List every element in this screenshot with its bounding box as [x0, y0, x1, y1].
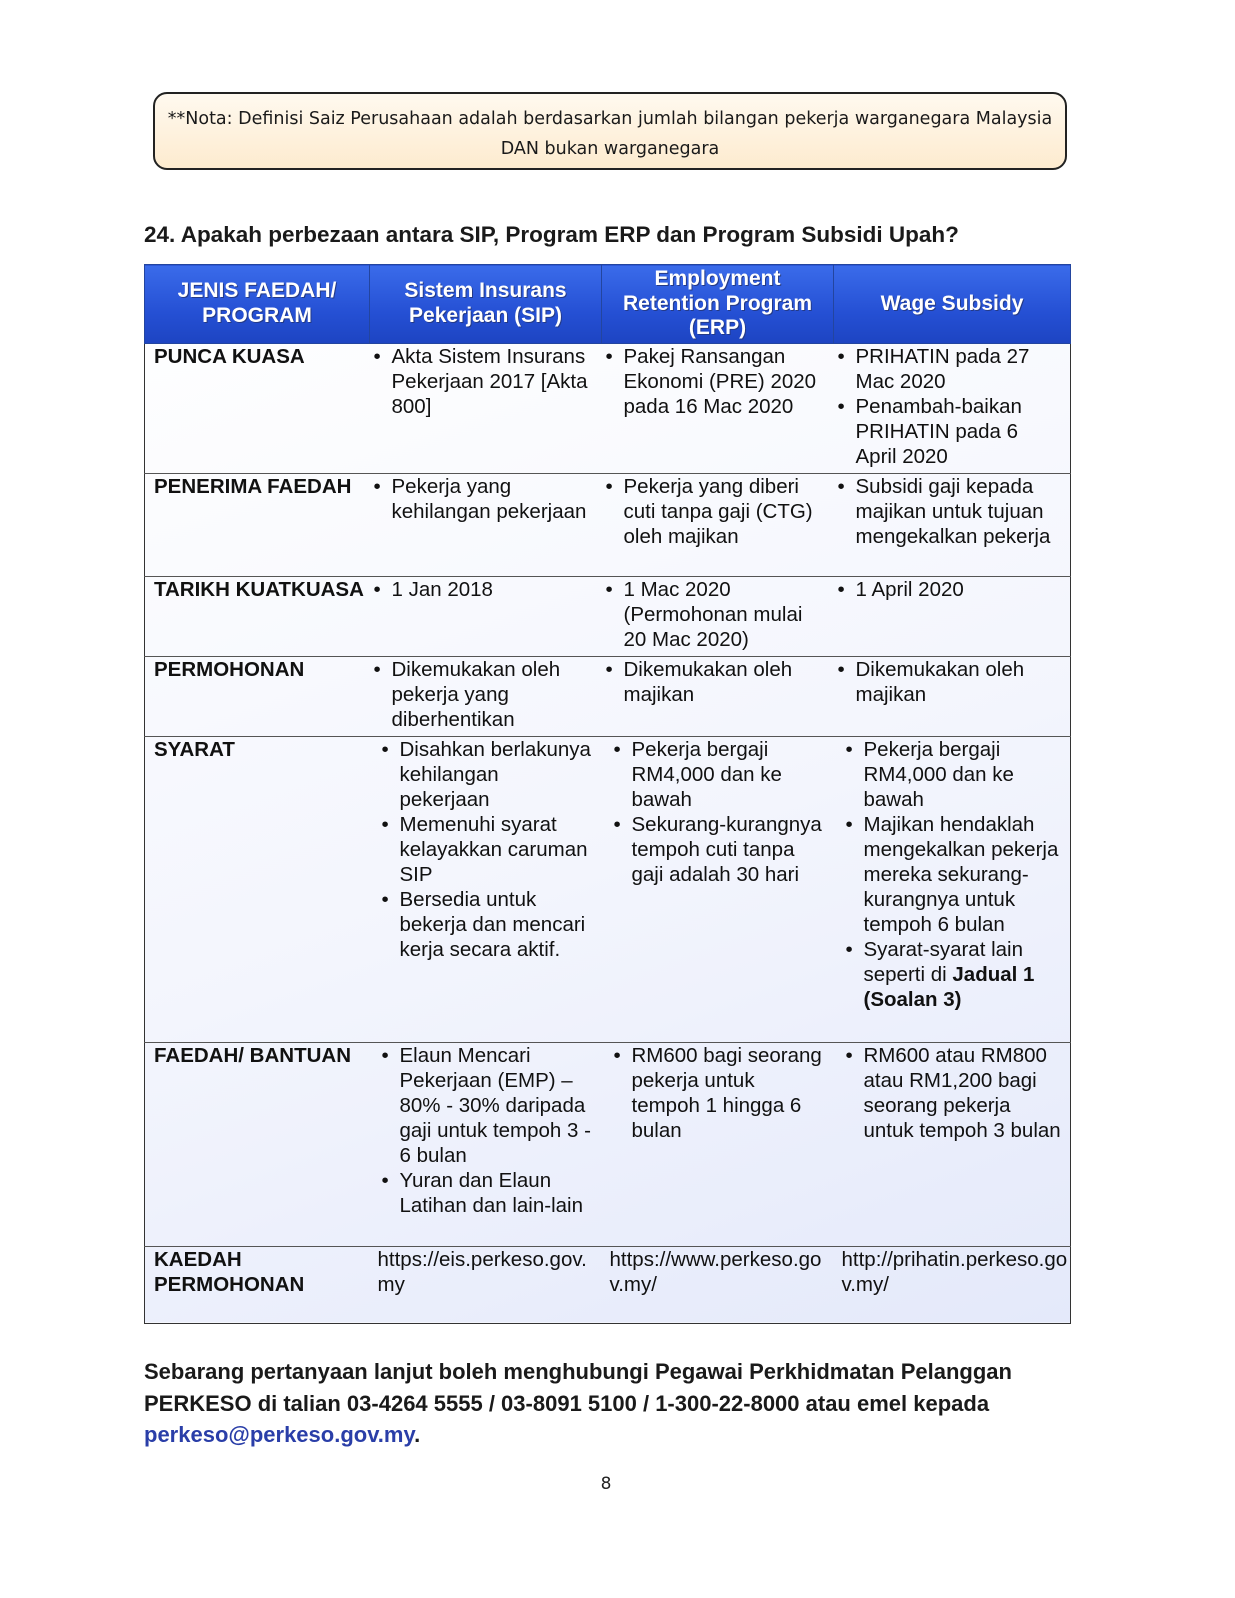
contact-footer [144, 1356, 1074, 1451]
bullet-item: • Disahkan berlakunya kehilangan pekerjaan [378, 737, 594, 812]
bullet-item: • Pekerja yang diberi cuti tanpa gaji (CTG) oleh majikan [602, 474, 826, 549]
cell-wage [834, 576, 1071, 656]
bullet-item: • Pekerja bergaji RM4,000 dan ke bawah [842, 737, 1063, 812]
bullet-item: • Pakej Ransangan Ekonomi (PRE) 2020 pada 16 Mac 2020 [602, 344, 826, 419]
row-label: PUNCA KUASA [145, 343, 370, 473]
header-sip: Sistem Insurans Pekerjaan (SIP) [370, 265, 602, 344]
contact-email-link[interactable]: perkeso@perkeso.gov.my [144, 1422, 415, 1447]
bullet-item: • Elaun Mencari Pekerjaan (EMP) – 80% - 30% daripada gaji untuk tempoh 3 - 6 bulan [378, 1043, 594, 1168]
cell-wage [834, 473, 1071, 576]
bullet-item: • 1 Jan 2018 [370, 577, 594, 602]
bullet-item: • Pekerja yang kehilangan pekerjaan [370, 474, 594, 524]
bullet-item: • Sekurang-kurangnya tempoh cuti tanpa gaji adalah 30 hari [610, 812, 826, 887]
cell-erp [602, 1042, 834, 1246]
table-header-row [145, 265, 1071, 344]
bullet-item: • Memenuhi syarat kelayakkan caruman SIP [378, 812, 594, 887]
row-label: TARIKH KUATKUASA [145, 576, 370, 656]
bullet-item: • 1 April 2020 [834, 577, 1063, 602]
row-label: FAEDAH/ BANTUAN [145, 1042, 370, 1246]
bullet-text: Syarat-syarat lain seperti di [863, 937, 1024, 986]
question-heading: 24. Apakah perbezaan antara SIP, Program ERP dan Program Subsidi Upah? [144, 222, 959, 247]
header-wage-subsidy: Wage Subsidy [834, 265, 1071, 344]
wage-url-link[interactable]: http://prihatin.perkeso.gov.my/ [834, 1246, 1071, 1323]
cell-sip [370, 473, 602, 576]
table-row [145, 343, 1071, 473]
bullet-item: • PRIHATIN pada 27 Mac 2020 [834, 344, 1063, 394]
cell-wage [834, 736, 1071, 1042]
cell-wage [834, 656, 1071, 736]
cell-erp [602, 576, 834, 656]
cell-erp [602, 656, 834, 736]
bullet-item: • Yuran dan Elaun Latihan dan lain-lain [378, 1168, 594, 1218]
cell-sip [370, 656, 602, 736]
bullet-item: • Dikemukakan oleh pekerja yang diberhentikan [370, 657, 594, 732]
schedule-reference: Jadual 1 (Soalan 3) [863, 962, 1035, 1011]
header-erp: Employment Retention Program (ERP) [602, 265, 834, 344]
cell-erp [602, 736, 834, 1042]
cell-sip [370, 1042, 602, 1246]
table-row [145, 1246, 1071, 1323]
table-row [145, 473, 1071, 576]
page-number: 8 [600, 1474, 612, 1494]
bullet-item: • RM600 bagi seorang pekerja untuk tempoh 1 hingga 6 bulan [610, 1043, 826, 1143]
sip-url-link[interactable]: https://eis.perkeso.gov.my [370, 1246, 602, 1323]
bullet-item: • Dikemukakan oleh majikan [602, 657, 826, 707]
note-box [153, 92, 1067, 170]
table-row [145, 656, 1071, 736]
table-row [145, 1042, 1071, 1246]
bullet-item: • Pekerja bergaji RM4,000 dan ke bawah [610, 737, 826, 812]
cell-erp [602, 343, 834, 473]
cell-wage [834, 343, 1071, 473]
note-line-1: **Nota: Definisi Saiz Perusahaan adalah berdasarkan jumlah bilangan pekerja warganegara Malaysia [167, 109, 1053, 129]
bullet-item: • Dikemukakan oleh majikan [834, 657, 1063, 707]
cell-erp [602, 473, 834, 576]
cell-sip [370, 576, 602, 656]
row-label: KAEDAH PERMOHONAN [145, 1246, 370, 1323]
note-line-2: DAN bukan warganegara [500, 139, 720, 159]
row-label: PERMOHONAN [145, 656, 370, 736]
erp-url-link[interactable]: https://www.perkeso.gov.my/ [602, 1246, 834, 1323]
table-row [145, 736, 1071, 1042]
cell-sip [370, 343, 602, 473]
bullet-item: • Subsidi gaji kepada majikan untuk tujuan mengekalkan pekerja [834, 474, 1063, 549]
bullet-item: • Akta Sistem Insurans Pekerjaan 2017 [Akta 800] [370, 344, 594, 419]
bullet-item: • Penambah-baikan PRIHATIN pada 6 April 2020 [834, 394, 1063, 469]
bullet-item: • Bersedia untuk bekerja dan mencari kerja secara aktif. [378, 887, 594, 962]
header-program: JENIS FAEDAH/ PROGRAM [145, 265, 370, 344]
row-label: SYARAT [145, 736, 370, 1042]
row-label: PENERIMA FAEDAH [145, 473, 370, 576]
footer-period: . [414, 1422, 421, 1447]
cell-wage [834, 1042, 1071, 1246]
comparison-table [144, 264, 1071, 1324]
table-row [145, 576, 1071, 656]
contact-text: Sebarang pertanyaan lanjut boleh menghubungi Pegawai Perkhidmatan Pelanggan PERKESO di talian 03-4264 5555 / 03-8091 5100 / 1-300-22-8000 atau emel kepada [144, 1359, 1012, 1416]
bullet-item: • RM600 atau RM800 atau RM1,200 bagi seorang pekerja untuk tempoh 3 bulan [842, 1043, 1063, 1143]
cell-sip [370, 736, 602, 1042]
bullet-item: • Majikan hendaklah mengekalkan pekerja mereka sekurang-kurangnya untuk tempoh 6 bulan [842, 812, 1063, 937]
bullet-item [842, 937, 1063, 1012]
bullet-item: • 1 Mac 2020 (Permohonan mulai 20 Mac 2020) [602, 577, 826, 652]
